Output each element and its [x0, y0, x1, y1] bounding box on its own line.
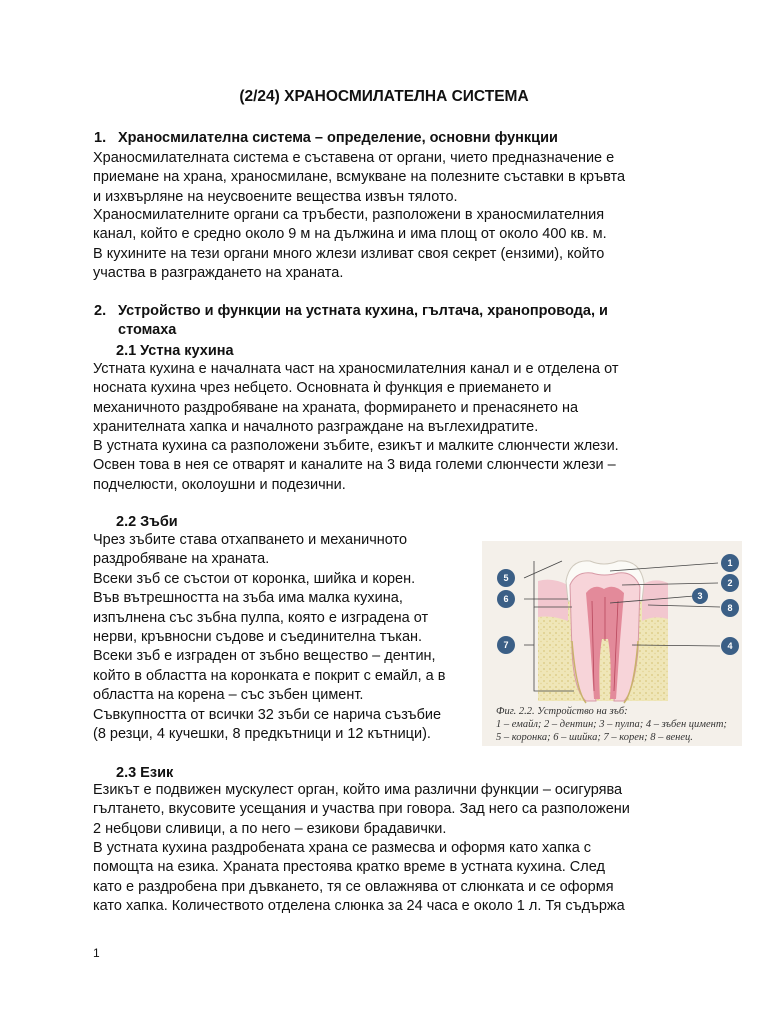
subsection-2-3-paragraph-1: Езикът е подвижен мускулест орган, който има различни функции – осигурява гълтането, вкусовите усещания и участва при говора. Зад него са разположени 2 небцови сливици, а по него – езикови брадавички.: [93, 782, 630, 837]
section-1-paragraph-3: В кухините на тези органи много жлези изливат своя секрет (ензими), който участва в разграждането на храната.: [93, 246, 605, 282]
subsection-2-2-text: Чрез зъбите става отхапването и механичното раздробяване на храната. Всеки зъб се състои от коронка, шийка и корен. Във вътрешността на зъба има малка кухина, изпълнена със зъбна пулпа, която е изградена от нерви, кръвносни съдове и съединителна тъкан. Всеки зъб е изграден от зъбно вещество – дентин, който в областта на коронката е покрит с емайл, а в областта на корена – със зъбен цимент. Съвкупността от всички 32 зъби се нарича съзъбие (8 резци, 4 кучешки, 8 предкътници и 12 кътници).: [93, 532, 446, 743]
subsection-2-3-heading: 2.3 Език: [116, 765, 174, 781]
document-title: (2/24) ХРАНОСМИЛАТЕЛНА СИСТЕМА: [239, 88, 529, 105]
svg-text:3: 3: [697, 591, 703, 601]
gum-right: [642, 580, 668, 621]
section-1-heading: [94, 129, 558, 148]
subsection-2-1-paragraph-1: Устната кухина е началната част на храносмилателния канал и е отделена от носната кухина чрез небцето. Основната ѝ функция е приемането и механичното раздробяване на храната, формирането и пренасянето на хранителната хапка и началното разграждане на въглехидратите.: [93, 361, 619, 436]
section-1-number: 1.: [94, 130, 107, 146]
svg-text:5: 5: [503, 573, 509, 583]
section-1-heading-text: Храносмилателна система – определение, основни функции: [118, 130, 558, 146]
subsection-2-1-paragraph-2: В устната кухина са разположени зъбите, езикът и малките слюнчести жлези. Освен това в нея се отварят и каналите на 3 вида големи слюнчести жлези – подчелюсти, околоушни и подезични.: [93, 438, 619, 493]
svg-text:6: 6: [503, 594, 509, 604]
subsection-2-2-heading: 2.2 Зъби: [116, 514, 178, 530]
subsection-2-1-heading: 2.1 Устна кухина: [116, 343, 234, 359]
section-1-paragraph-2: Храносмилателните органи са тръбести, разположени в храносмилателния канал, който е средно около 9 м на дължина и има площ от около 400 кв. м.: [93, 207, 607, 243]
subsection-2-3-paragraph-2: В устната кухина раздробената храна се размесва и оформя като хапка с помощта на езика. Храната престоява кратко време в устната кухина. След като е раздробена при дъвкането, тя се овлажнява от слюнката и се оформя като хапка. Количеството отделена слюнка за 24 часа е около 1 л. Тя съдържа: [93, 840, 625, 915]
section-2-number: 2.: [94, 303, 107, 319]
svg-text:8: 8: [727, 603, 733, 613]
gum-left: [538, 580, 568, 621]
svg-text:2: 2: [727, 578, 733, 588]
svg-text:1: 1: [727, 558, 733, 568]
page-number: 1: [93, 946, 100, 960]
svg-text:4: 4: [727, 641, 733, 651]
svg-text:7: 7: [503, 640, 509, 650]
figure-caption: Фиг. 2.2. Устройство на зъб: 1 – емайл; 2 – дентин; 3 – пулпа; 4 – зъбен цимент; 5 – коронка; 6 – шийка; 7 – корен; 8 – венец.: [496, 706, 727, 743]
section-2-heading: 2. Устройство и функции на устната кухина, гълтача, хранопровода, и стомаха: [94, 303, 608, 338]
section-1-paragraph-1: Храносмилателната система е съставена от органи, чието предназначение е приемане на храна, храносмилане, всмукване на полезните съставки в кръвта и изхвърляне на неусвоените вещества извън тялото.: [93, 150, 626, 205]
